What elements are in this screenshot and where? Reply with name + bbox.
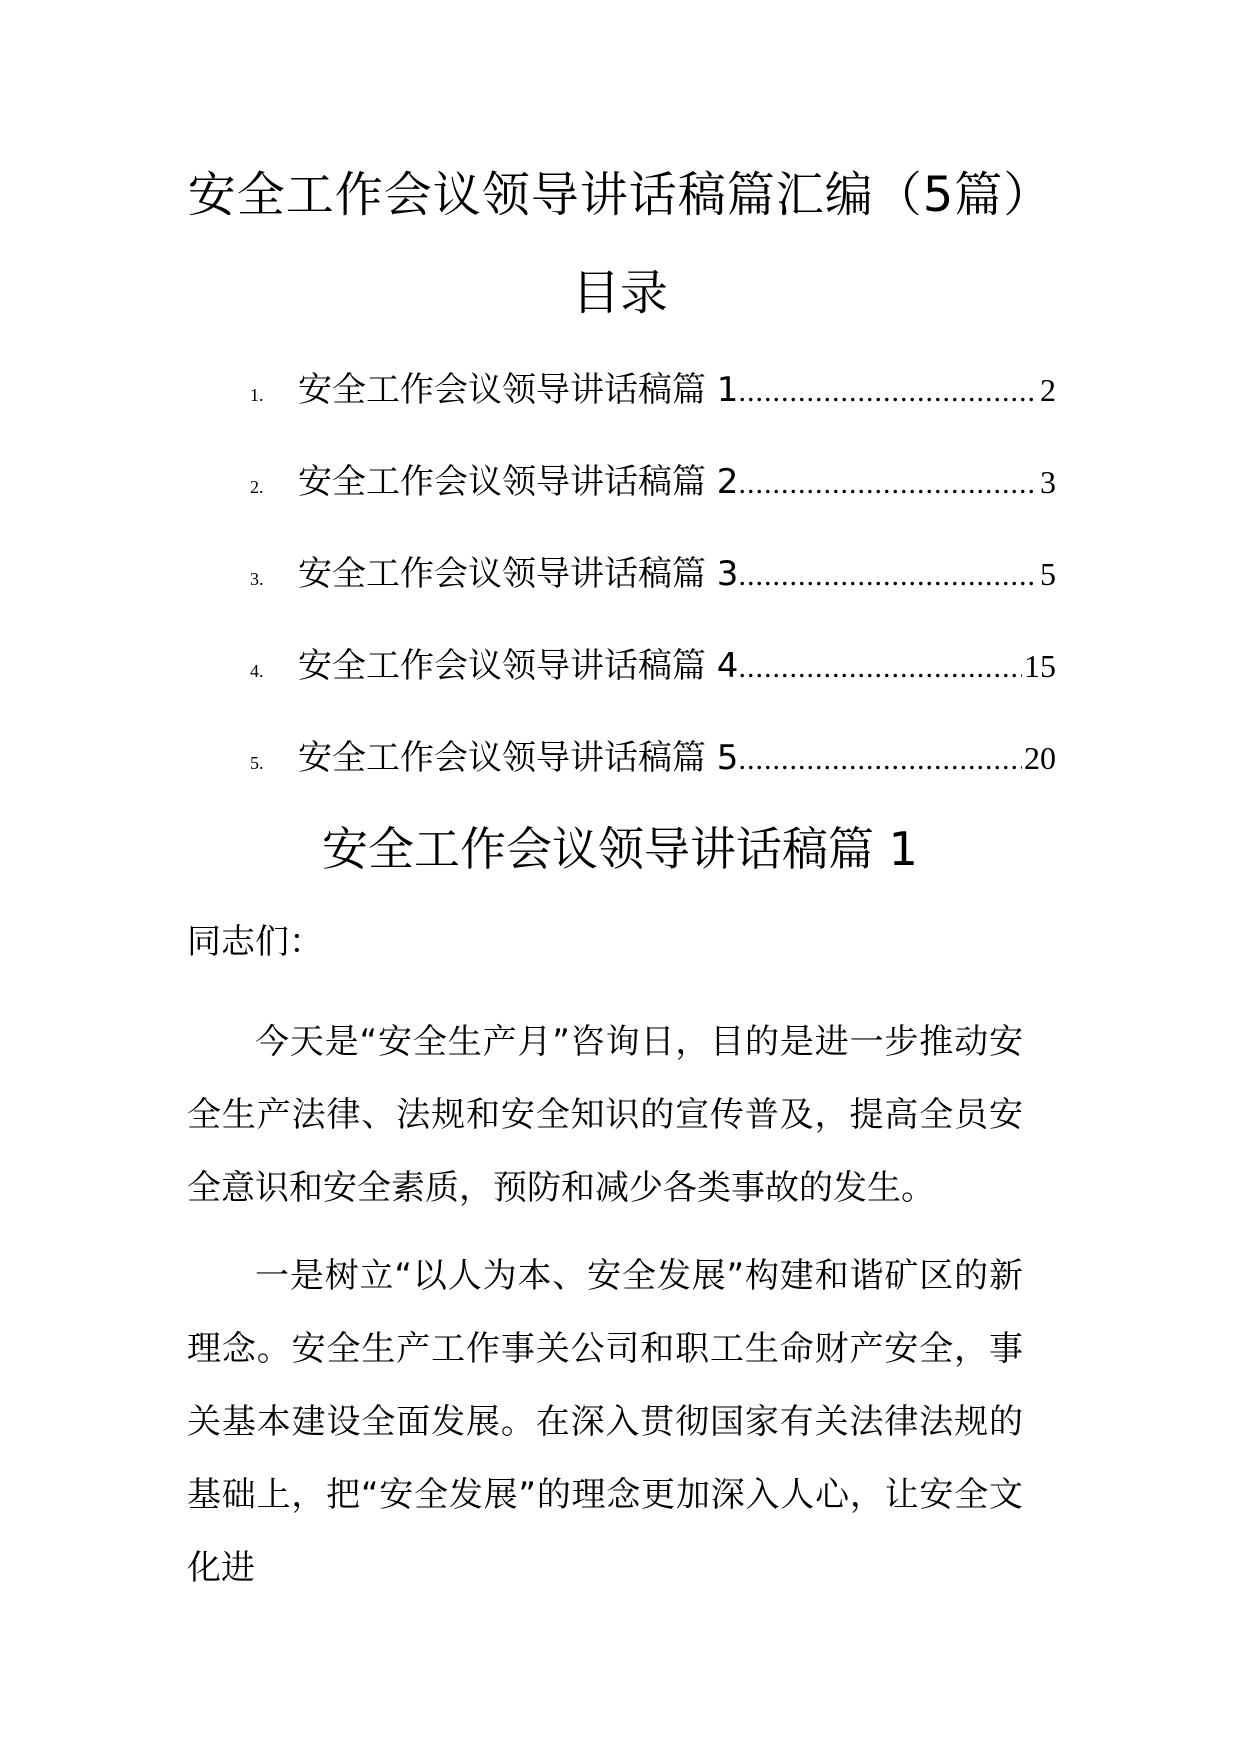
section-title: 安全工作会议领导讲话稿篇 1: [322, 822, 918, 876]
toc-item-page: 3: [1040, 464, 1056, 500]
body-paragraph: 今天是“安全生产月”咨询日，目的是进一步推动安全生产法律、法规和安全知识的宣传普及，提高全员安全意识和安全素质，预防和减少各类事故的发生。: [187, 1022, 1023, 1208]
table-of-contents: [250, 360, 1056, 820]
toc-item-text: 安全工作会议领导讲话稿篇 5: [298, 738, 739, 778]
toc-item[interactable]: [250, 452, 1056, 544]
toc-leader-dots: [738, 362, 1038, 422]
toc-item-number: 5.: [250, 753, 264, 773]
toc-item-text: 安全工作会议领导讲话稿篇 1: [298, 370, 739, 410]
toc-item-number: 2.: [250, 477, 264, 497]
toc-item[interactable]: [250, 636, 1056, 728]
toc-item-page: 2: [1040, 372, 1056, 408]
salutation: 同志们：: [187, 922, 323, 962]
toc-item[interactable]: [250, 544, 1056, 636]
toc-item-number: 3.: [250, 569, 264, 589]
toc-item-page: 20: [1024, 740, 1056, 776]
toc-item-page: 15: [1024, 648, 1056, 684]
toc-item[interactable]: [250, 728, 1056, 820]
toc-heading: 目录: [571, 265, 668, 321]
body-paragraph: 一是树立“以人为本、安全发展”构建和谐矿区的新理念。安全生产工作事关公司和职工生命财产安全，事关基本建设全面发展。在深入贯彻国家有关法律法规的基础上，把“安全发展”的理念更加深入人心，让安全文化进: [187, 1256, 1023, 1588]
toc-item-number: 1.: [250, 385, 264, 405]
toc-leader-dots: [738, 546, 1038, 606]
toc-leader-dots: [738, 730, 1022, 790]
toc-item-text: 安全工作会议领导讲话稿篇 3: [298, 554, 739, 594]
toc-leader-dots: [738, 638, 1022, 698]
toc-leader-dots: [738, 454, 1038, 514]
document-title: 安全工作会议领导讲话稿篇汇编（5篇）: [187, 167, 1053, 223]
toc-item-text: 安全工作会议领导讲话稿篇 2: [298, 462, 739, 502]
toc-item[interactable]: [250, 360, 1056, 452]
toc-item-page: 5: [1040, 556, 1056, 592]
toc-item-number: 4.: [250, 661, 264, 681]
toc-item-text: 安全工作会议领导讲话稿篇 4: [298, 646, 739, 686]
